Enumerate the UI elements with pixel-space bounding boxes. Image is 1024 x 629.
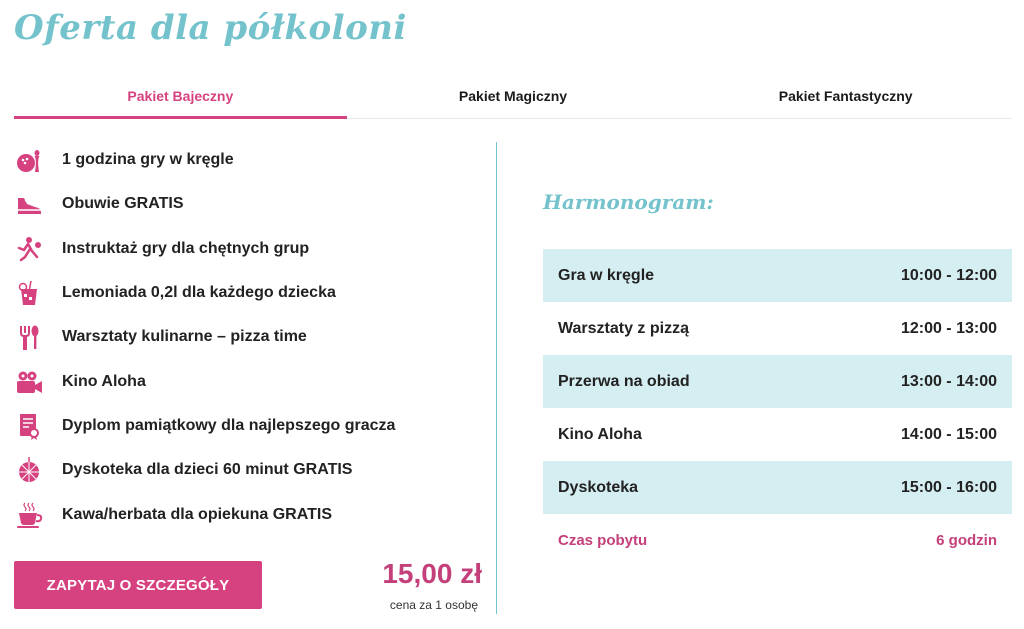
feature-item (14, 182, 484, 226)
column-divider (496, 142, 497, 614)
feature-label: Dyplom pamiątkowy dla najlepszego gracza (62, 416, 396, 434)
schedule-row (543, 355, 1012, 408)
schedule-activity: Warsztaty z pizzą (558, 319, 689, 337)
page-title: Oferta dla półkoloni (14, 8, 407, 48)
schedule-row (543, 302, 1012, 355)
disco-ball-icon (14, 455, 44, 485)
package-tabs (14, 78, 1012, 119)
schedule-activity: Przerwa na obiad (558, 372, 690, 390)
schedule-time: 14:00 - 15:00 (900, 425, 997, 443)
tab-pakiet-bajeczny[interactable]: Pakiet Bajeczny (14, 78, 347, 118)
schedule-time: 12:00 - 13:00 (900, 319, 997, 337)
schedule-time: 13:00 - 14:00 (900, 372, 997, 390)
ask-details-button[interactable]: ZAPYTAJ O SZCZEGÓŁY (14, 561, 262, 609)
schedule-time: 15:00 - 16:00 (900, 478, 997, 496)
feature-list (14, 138, 484, 537)
tab-pakiet-magiczny[interactable]: Pakiet Magiczny (458, 88, 568, 104)
feature-item (14, 227, 484, 271)
price-note: cena za 1 osobę (389, 598, 478, 612)
schedule-activity: Gra w kręgle (558, 266, 655, 284)
feature-item (14, 448, 484, 492)
movie-camera-icon (14, 367, 44, 397)
stay-duration-row (543, 522, 1012, 558)
price-value: 15,00 zł (382, 558, 482, 589)
schedule-row (543, 461, 1012, 514)
feature-label: Lemoniada 0,2l dla każdego dziecka (62, 284, 336, 302)
schedule-activity: Dyskoteka (558, 478, 639, 496)
lemonade-icon (14, 278, 44, 308)
bowling-icon (14, 145, 44, 175)
schedule-table (543, 249, 1012, 514)
feature-label: Instruktaż gry dla chętnych grup (62, 239, 310, 257)
feature-item (14, 492, 484, 536)
feature-label: Warsztaty kulinarne – pizza time (62, 328, 307, 346)
feature-label: Kino Aloha (62, 372, 146, 390)
tab-pakiet-fantastyczny[interactable]: Pakiet Fantastyczny (778, 88, 913, 104)
diploma-icon (14, 411, 44, 441)
bowler-icon (14, 234, 44, 264)
feature-label: Obuwie GRATIS (62, 195, 184, 213)
schedule-activity: Kino Aloha (558, 425, 642, 443)
shoe-icon (14, 189, 44, 219)
feature-item (14, 404, 484, 448)
feature-label: Dyskoteka dla dzieci 60 minut GRATIS (62, 461, 353, 479)
feature-label: 1 godzina gry w kręgle (62, 151, 234, 169)
schedule-time: 10:00 - 12:00 (900, 266, 997, 284)
feature-label: Kawa/herbata dla opiekuna GRATIS (62, 505, 332, 523)
feature-item (14, 315, 484, 359)
schedule-row (543, 408, 1012, 461)
cutlery-icon (14, 322, 44, 352)
schedule-row (543, 249, 1012, 302)
feature-item (14, 271, 484, 315)
stay-duration-label: Czas pobytu (558, 531, 648, 549)
stay-duration-value: 6 godzin (936, 531, 997, 549)
feature-item (14, 359, 484, 403)
feature-item (14, 138, 484, 182)
coffee-cup-icon (14, 500, 44, 530)
schedule-title: Harmonogram: (543, 190, 714, 214)
